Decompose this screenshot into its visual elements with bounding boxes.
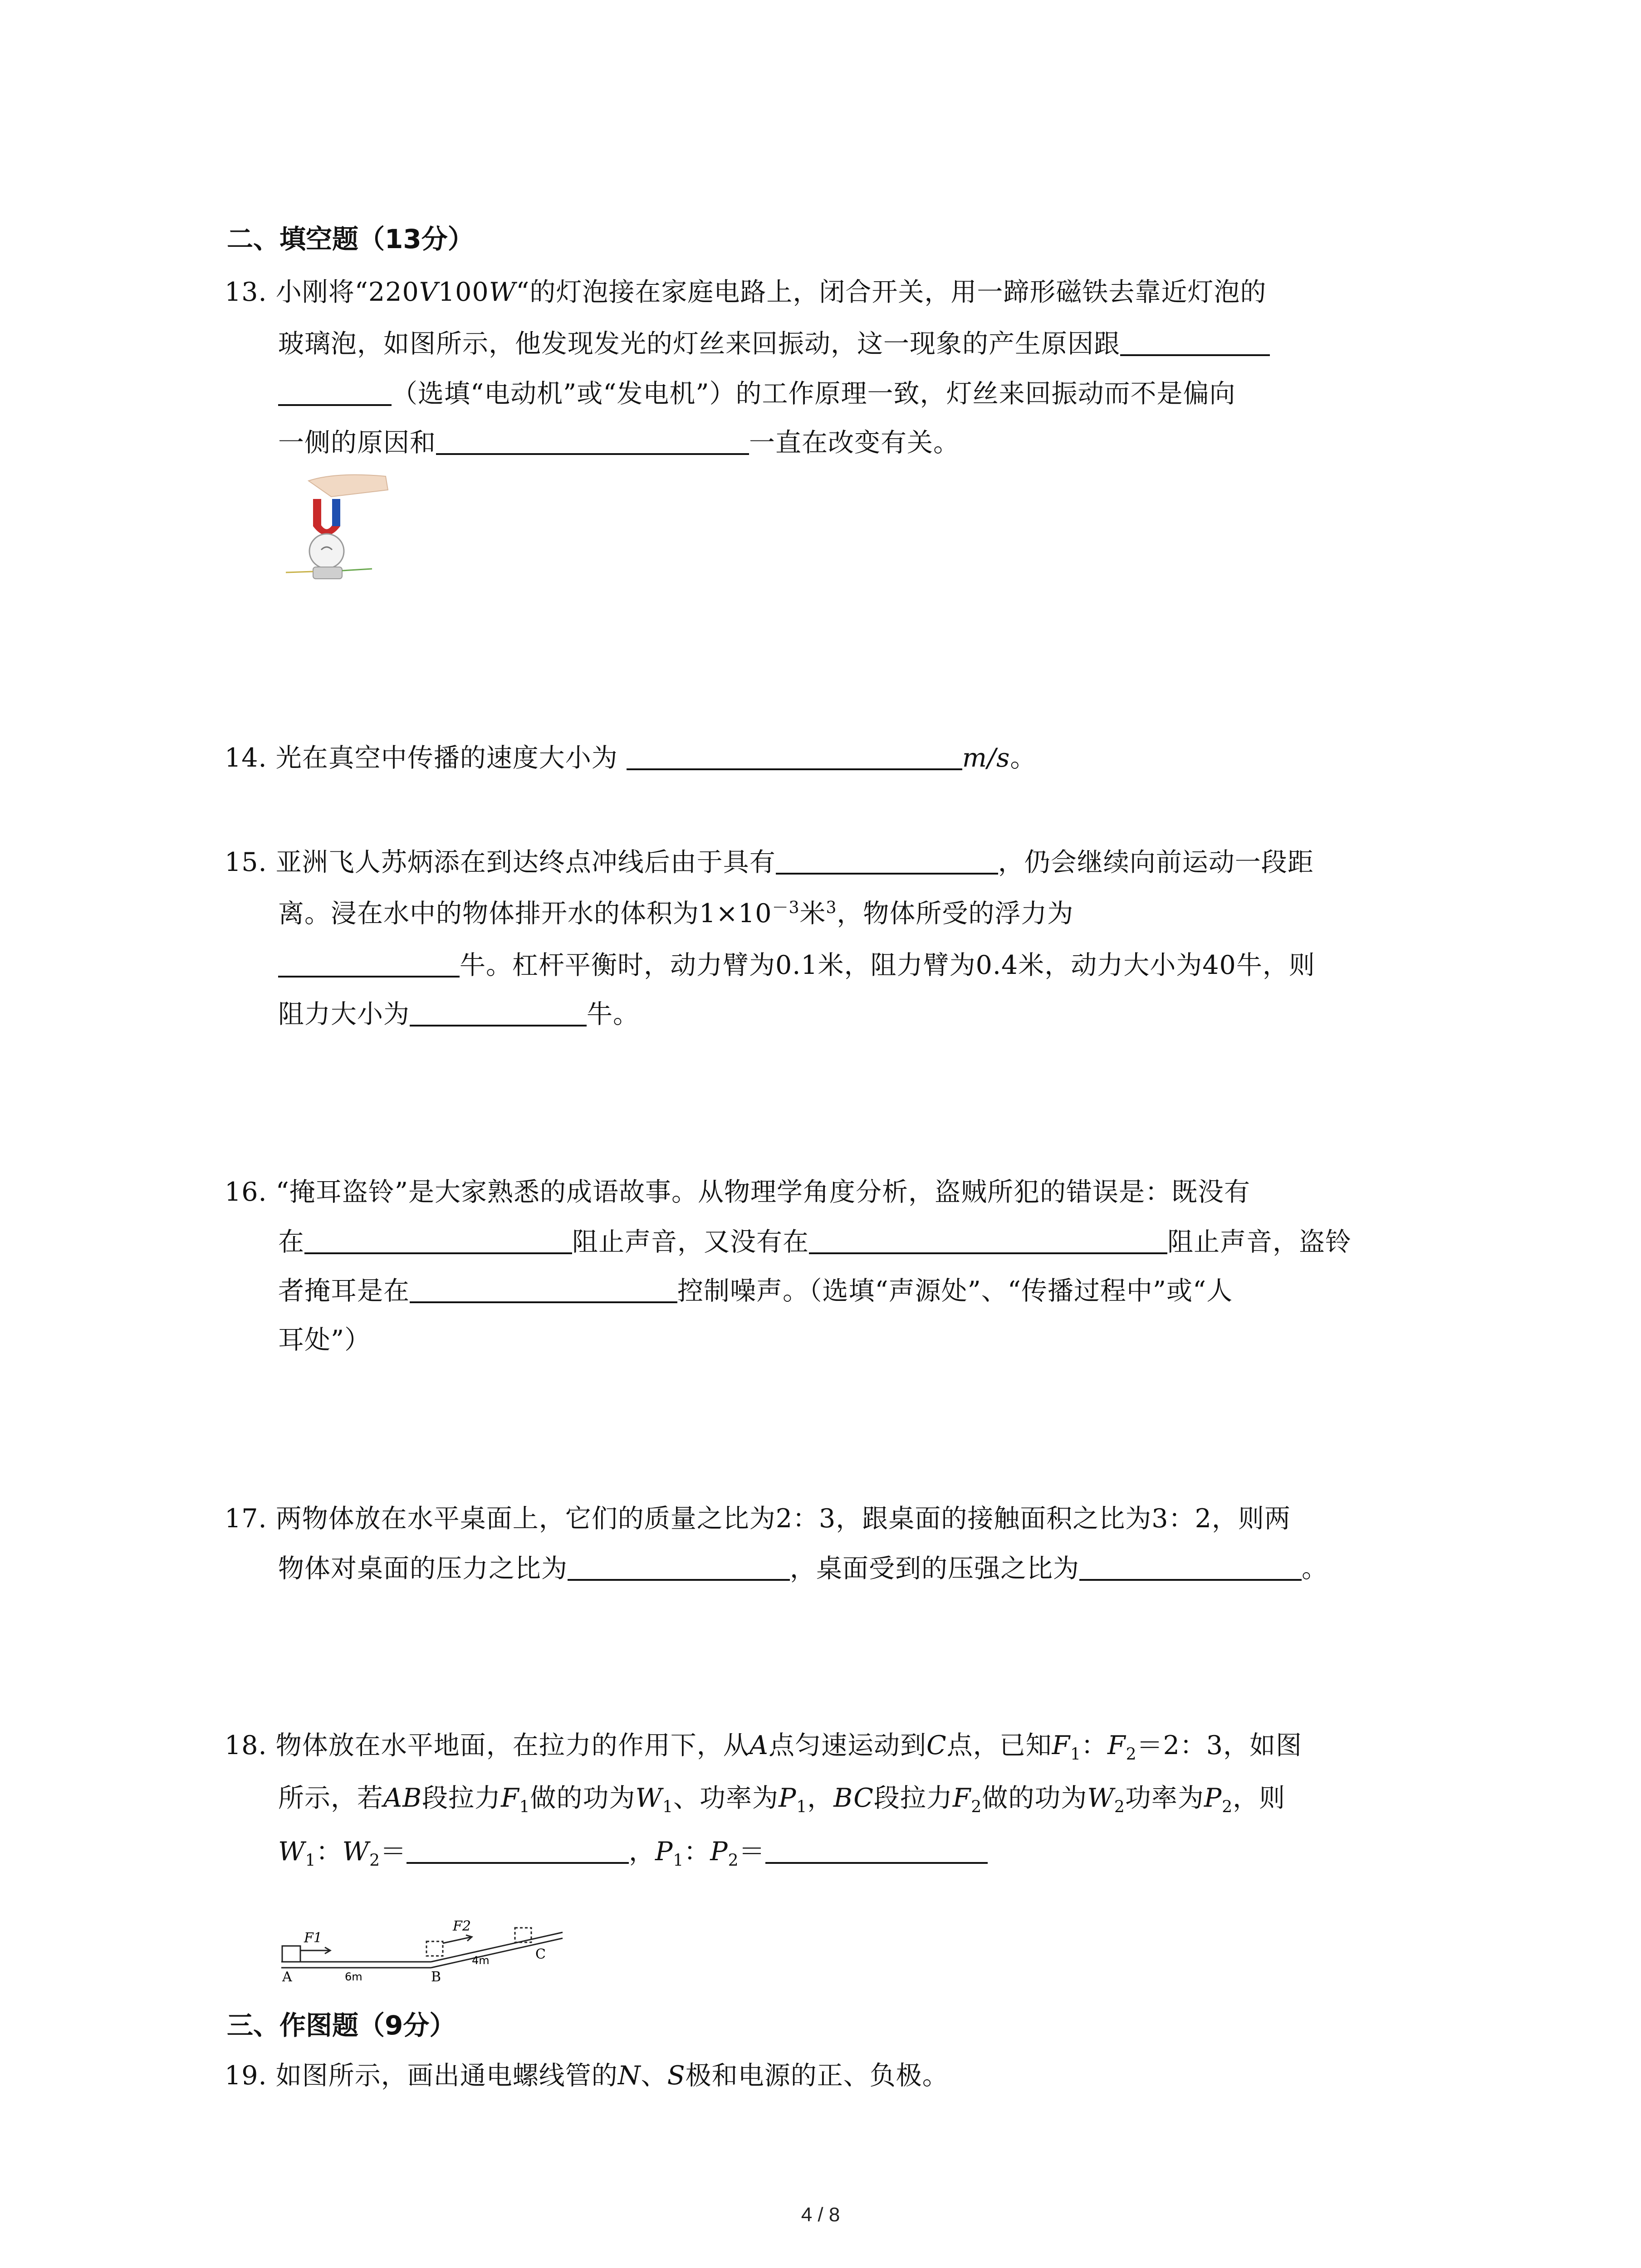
text: P — [710, 1837, 728, 1867]
question-number: 16. — [225, 1177, 267, 1207]
answer-blank[interactable] — [278, 378, 392, 406]
question-number: 17. — [225, 1504, 267, 1534]
text: 在 — [278, 1227, 304, 1257]
text: P — [779, 1783, 797, 1813]
text: ，物体所受的浮力为 — [837, 899, 1074, 929]
question-14 — [225, 737, 1036, 774]
text: F — [501, 1783, 519, 1813]
text: 2 — [369, 1851, 380, 1870]
section-title-drawing: 三、作图题（9分） — [227, 2010, 456, 2041]
text: 离。浸在水中的物体排开水的体积为1×10 — [278, 899, 772, 929]
question-13-line-1 — [225, 271, 1266, 308]
text: ： — [684, 1837, 710, 1867]
text: P — [655, 1837, 673, 1867]
bulb-base-shape — [313, 567, 342, 579]
answer-blank[interactable] — [1120, 328, 1270, 356]
text: 2 — [728, 1851, 739, 1870]
text: ，仍会继续向前运动一段距 — [998, 847, 1314, 877]
text: 1 — [519, 1798, 530, 1817]
text: 物体对桌面的压力之比为 — [278, 1554, 568, 1584]
answer-blank[interactable] — [1079, 1553, 1302, 1581]
question-16-line-1 — [225, 1171, 1250, 1208]
text: －3 — [772, 899, 800, 917]
text: F — [952, 1783, 971, 1813]
question-number: 19. — [225, 2061, 267, 2091]
text: 点，已知 — [946, 1730, 1052, 1760]
text: 米 — [799, 899, 826, 929]
question-15-line-3 — [278, 944, 1315, 982]
text: 阻止声音，又没有在 — [572, 1227, 809, 1257]
figure-label: A — [282, 1969, 292, 1982]
text: BC — [833, 1783, 874, 1813]
text: W — [635, 1783, 663, 1813]
answer-blank[interactable] — [410, 1275, 677, 1303]
text: 极和电源的正、负极。 — [685, 2061, 949, 2091]
block-b — [426, 1941, 443, 1956]
figure-label: 6m — [345, 1970, 362, 1982]
text: C — [926, 1730, 947, 1760]
question-13-line-3 — [278, 373, 1236, 410]
text: 做的功为 — [982, 1783, 1087, 1813]
text: 玻璃泡，如图所示，他发现发光的灯丝来回振动，这一现象的产生原因跟 — [278, 329, 1120, 359]
question-17-line-2 — [278, 1548, 1328, 1585]
text: W — [1087, 1783, 1114, 1813]
text: 2 — [1114, 1798, 1125, 1817]
answer-blank[interactable] — [809, 1226, 1167, 1254]
text: 1 — [1070, 1745, 1082, 1764]
text: 牛。 — [587, 999, 639, 1029]
text: 1 — [305, 1851, 316, 1870]
text: 2 — [1222, 1798, 1233, 1817]
text: 所示，若 — [278, 1783, 383, 1813]
question-16-line-2 — [278, 1221, 1352, 1258]
text: F — [1107, 1730, 1126, 1760]
text: P — [1204, 1783, 1222, 1813]
block-a — [282, 1946, 300, 1962]
text: 1 — [673, 1851, 684, 1870]
question-15-line-2 — [278, 893, 1073, 930]
text: “的灯泡接在家庭电路上，闭合开关，用一蹄形磁铁去靠近灯泡的 — [516, 277, 1267, 307]
text: W — [278, 1837, 305, 1867]
magnet-pole-shape — [332, 499, 340, 526]
text: ＝2：3，如图 — [1136, 1730, 1303, 1760]
question-number: 14. — [225, 743, 267, 773]
text: 两物体放在水平桌面上，它们的质量之比为2：3，跟桌面的接触面积之比为3：2，则两 — [275, 1504, 1291, 1534]
text: 3 — [826, 899, 837, 917]
text: ，则 — [1233, 1783, 1286, 1813]
text: 段拉力 — [422, 1783, 501, 1813]
text: F — [1052, 1730, 1071, 1760]
hand-shape — [309, 475, 388, 497]
text: N — [617, 2061, 641, 2091]
text: 、 — [641, 2061, 667, 2091]
unit-text: m/s — [962, 743, 1010, 773]
text: 2 — [1126, 1745, 1137, 1764]
text: 物体放在水平地面，在拉力的作用下，从 — [275, 1730, 749, 1760]
text: 1 — [796, 1798, 808, 1817]
question-18-line-1 — [225, 1725, 1302, 1764]
question-16-line-3 — [278, 1270, 1233, 1307]
answer-blank[interactable] — [278, 949, 460, 978]
text: ＝ — [380, 1837, 407, 1867]
text: 。 — [1302, 1554, 1328, 1584]
text: 。 — [1010, 743, 1037, 773]
text: 段拉力 — [873, 1783, 953, 1813]
question-number: 18. — [225, 1730, 267, 1760]
question-18-line-2 — [278, 1777, 1285, 1816]
magnet-bulb-figure — [281, 472, 399, 590]
answer-blank[interactable] — [436, 427, 749, 455]
answer-blank[interactable] — [627, 742, 962, 770]
question-18-line-3 — [278, 1831, 988, 1870]
page-number: 4 / 8 — [801, 2204, 840, 2226]
text: 牛。杠杆平衡时，动力臂为0.1米，阻力臂为0.4米，动力大小为40牛，则 — [460, 950, 1315, 980]
text: 如图所示，画出通电螺线管的 — [275, 2061, 618, 2091]
answer-blank[interactable] — [765, 1836, 988, 1864]
text: （选填“电动机”或“发电机”）的工作原理一致，灯丝来回振动而不是偏向 — [392, 379, 1236, 409]
question-19 — [225, 2055, 949, 2092]
answer-blank[interactable] — [410, 998, 587, 1026]
text: A — [749, 1730, 769, 1760]
figure-label: B — [431, 1969, 441, 1982]
text: ＝ — [739, 1837, 765, 1867]
question-13-line-2 — [278, 323, 1270, 360]
text: 点匀速运动到 — [768, 1730, 926, 1760]
text: 亚洲飞人苏炳添在到达终点冲线后由于具有 — [275, 847, 776, 877]
question-number: 15. — [225, 847, 267, 877]
text: 光在真空中传播的速度大小为 — [275, 743, 618, 773]
text: ， — [629, 1837, 655, 1867]
text: ，桌面受到的压强之比为 — [790, 1554, 1079, 1584]
question-16-line-4 — [278, 1319, 371, 1356]
text: 一直在改变有关。 — [749, 428, 960, 458]
text: ， — [807, 1783, 834, 1813]
text: 小刚将“220 — [275, 277, 419, 307]
text: W — [489, 277, 516, 307]
figure-label: C — [535, 1946, 546, 1962]
text: 控制噪声。（选填“声源处”、“传播过程中”或“人 — [677, 1276, 1233, 1306]
text: 、功率为 — [673, 1783, 779, 1813]
text: 1 — [662, 1798, 674, 1817]
question-15-line-1 — [225, 841, 1314, 879]
section-title-fill-blank: 二、填空题（13分） — [227, 224, 474, 254]
text: ： — [1081, 1730, 1108, 1760]
text: AB — [383, 1783, 422, 1813]
text: “掩耳盗铃”是大家熟悉的成语故事。从物理学角度分析，盗贼所犯的错误是：既没有 — [275, 1177, 1251, 1207]
text: S — [667, 2061, 686, 2091]
text: 耳处”） — [278, 1325, 371, 1355]
text: 阻力大小为 — [278, 999, 410, 1029]
answer-blank[interactable] — [304, 1226, 572, 1254]
question-number: 13. — [225, 277, 267, 307]
text: 一侧的原因和 — [278, 428, 436, 458]
wire-shape — [342, 569, 372, 571]
answer-blank[interactable] — [407, 1836, 629, 1864]
bulb-glass-shape — [309, 534, 344, 568]
figure-label: F1 — [304, 1930, 322, 1946]
question-15-line-4 — [278, 993, 639, 1031]
question-13-line-4 — [278, 422, 960, 459]
text: 做的功为 — [530, 1783, 636, 1813]
text: 阻止声音，盗铃 — [1167, 1227, 1352, 1257]
text: 者掩耳是在 — [278, 1276, 410, 1306]
text: 功率为 — [1125, 1783, 1204, 1813]
text: 2 — [971, 1798, 982, 1817]
figure-label: F2 — [453, 1918, 471, 1934]
incline-force-figure — [277, 1905, 572, 1982]
text: W — [342, 1837, 370, 1867]
text: 100 — [438, 277, 489, 307]
answer-blank[interactable] — [568, 1553, 790, 1581]
answer-blank[interactable] — [776, 846, 998, 875]
question-17-line-1 — [225, 1498, 1291, 1535]
text: ： — [316, 1837, 343, 1867]
text: V — [419, 277, 438, 307]
figure-label: 4m — [472, 1954, 490, 1967]
